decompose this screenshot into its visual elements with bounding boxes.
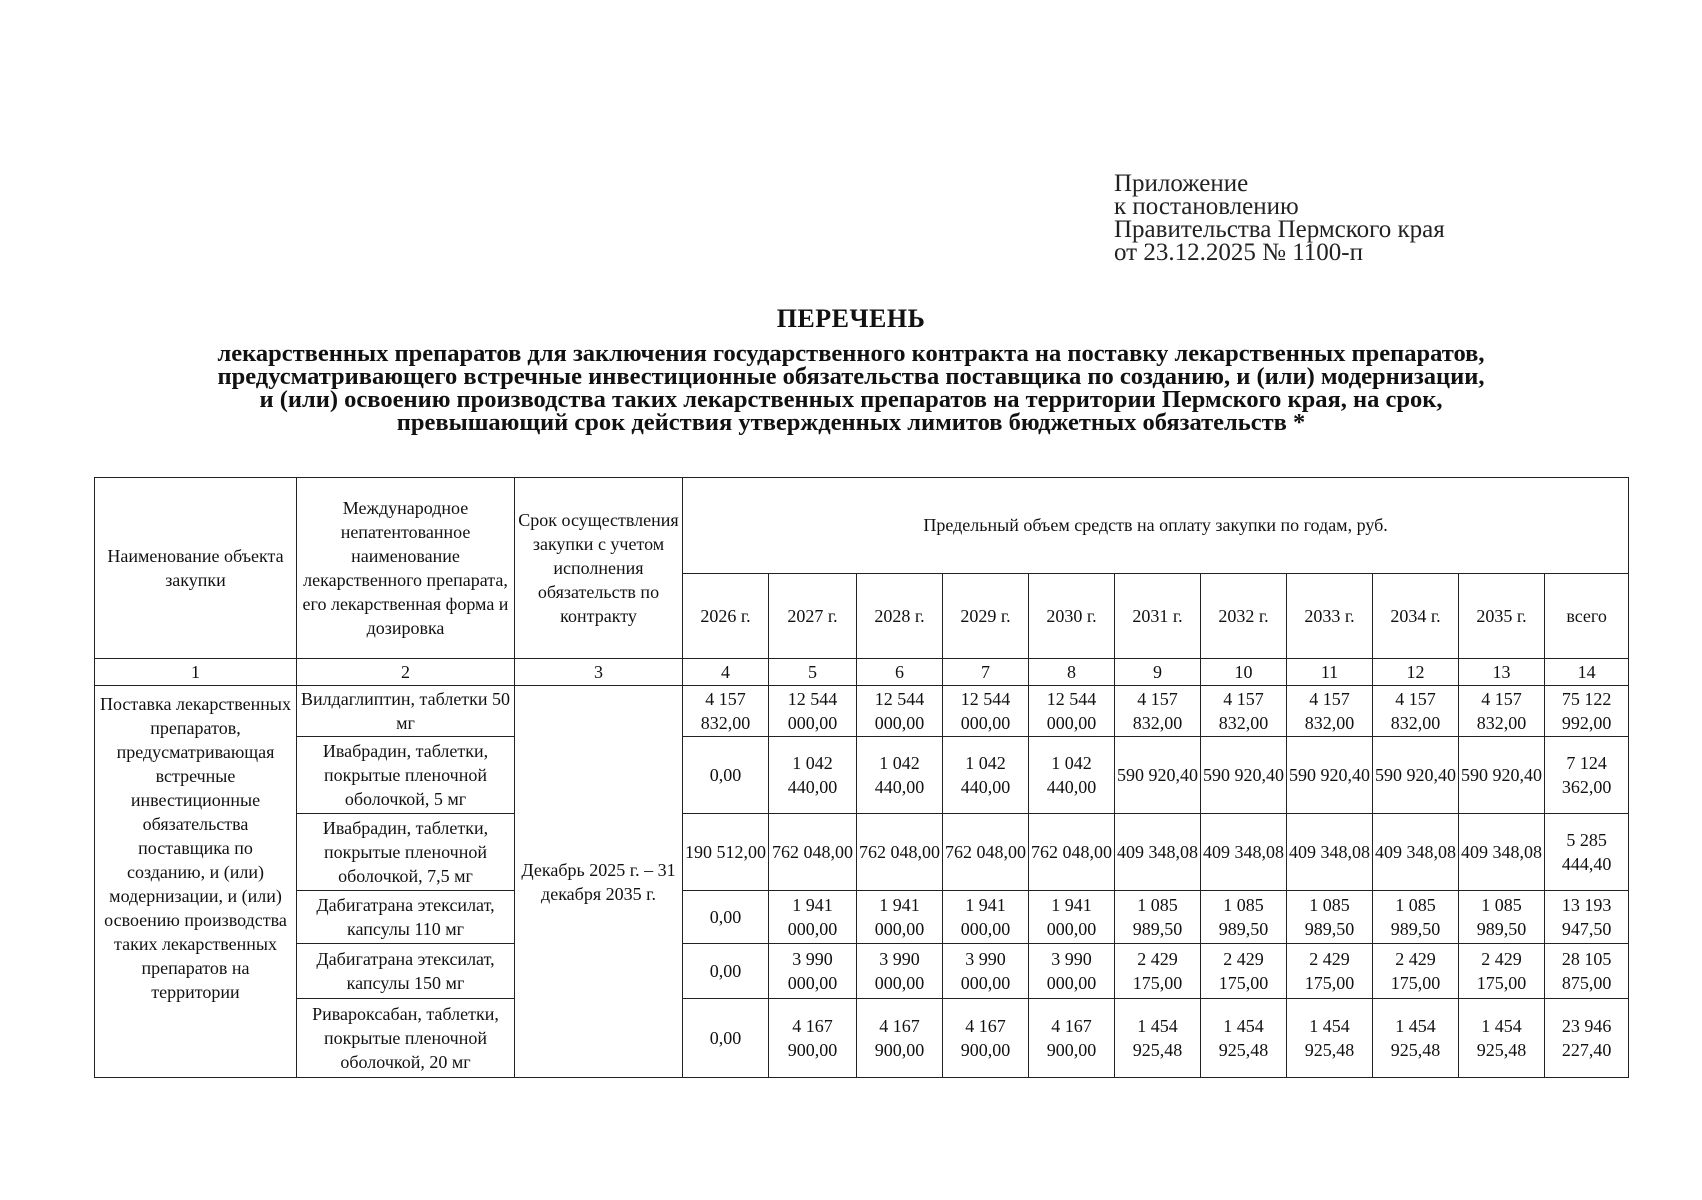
subtitle-line: лекарственных препаратов для заключения государственного контракта на поставку лекарственных препаратов, — [217, 340, 1485, 367]
column-number: 7 — [943, 659, 1029, 686]
document-title: ПЕРЕЧЕНЬ — [776, 304, 926, 333]
approval-line: от 23.12.2025 № 1100-п — [1114, 239, 1363, 266]
header-budget-group: Предельный объем средств на оплату закупки по годам, руб. — [683, 478, 1629, 574]
header-year: 2031 г. — [1115, 573, 1201, 658]
header-year: 2026 г. — [683, 573, 769, 658]
drug-name-cell: Ривароксабан, таблетки, покрытые пленочной оболочкой, 20 мг — [297, 999, 515, 1078]
approval-line: Правительства Пермского края — [1114, 216, 1445, 243]
period-cell: Декабрь 2025 г. – 31 декабря 2035 г. — [515, 686, 683, 1078]
drug-name-cell: Дабигатрана этексилат, капсулы 110 мг — [297, 891, 515, 944]
amount-cell: 1 085 989,50 — [1373, 891, 1459, 944]
column-number: 10 — [1201, 659, 1287, 686]
amount-cell: 28 105 875,00 — [1545, 944, 1629, 999]
drug-name-cell: Вилдаглиптин, таблетки 50 мг — [297, 686, 515, 737]
header-row — [95, 478, 1629, 574]
amount-cell: 4 157 832,00 — [1201, 686, 1287, 737]
table-row — [95, 999, 1629, 1078]
amount-cell: 1 454 925,48 — [1115, 999, 1201, 1078]
amount-cell: 0,00 — [683, 737, 769, 814]
table-row — [95, 737, 1629, 814]
amount-cell: 409 348,08 — [1115, 814, 1201, 891]
column-number: 8 — [1029, 659, 1115, 686]
amount-cell: 3 990 000,00 — [1029, 944, 1115, 999]
procurement-table — [94, 477, 1629, 1078]
amount-cell: 23 946 227,40 — [1545, 999, 1629, 1078]
amount-cell: 1 941 000,00 — [769, 891, 857, 944]
amount-cell: 3 990 000,00 — [857, 944, 943, 999]
amount-cell: 1 941 000,00 — [1029, 891, 1115, 944]
amount-cell: 4 167 900,00 — [857, 999, 943, 1078]
column-number: 6 — [857, 659, 943, 686]
amount-cell: 590 920,40 — [1373, 737, 1459, 814]
amount-cell: 4 157 832,00 — [1287, 686, 1373, 737]
amount-cell: 2 429 175,00 — [1459, 944, 1545, 999]
header-year: 2032 г. — [1201, 573, 1287, 658]
amount-cell: 590 920,40 — [1287, 737, 1373, 814]
amount-cell: 762 048,00 — [857, 814, 943, 891]
header-object-name: Наименование объекта закупки — [95, 478, 297, 659]
approval-block — [1114, 172, 1445, 264]
subtitle-line: предусматривающего встречные инвестиционные обязательства поставщика по созданию, и (или) модернизации, — [217, 363, 1485, 390]
amount-cell: 0,00 — [683, 999, 769, 1078]
column-number: 9 — [1115, 659, 1201, 686]
document-subtitle — [60, 342, 1642, 434]
column-number: 11 — [1287, 659, 1373, 686]
amount-cell: 409 348,08 — [1459, 814, 1545, 891]
subtitle-line: и (или) освоению производства таких лекарственных препаратов на территории Пермского края, на срок, — [259, 386, 1443, 413]
amount-cell: 3 990 000,00 — [769, 944, 857, 999]
header-year: 2030 г. — [1029, 573, 1115, 658]
amount-cell: 1 454 925,48 — [1459, 999, 1545, 1078]
amount-cell: 2 429 175,00 — [1373, 944, 1459, 999]
amount-cell: 409 348,08 — [1373, 814, 1459, 891]
amount-cell: 1 941 000,00 — [857, 891, 943, 944]
amount-cell: 590 920,40 — [1459, 737, 1545, 814]
amount-cell: 1 941 000,00 — [943, 891, 1029, 944]
table-row — [95, 814, 1629, 891]
column-number: 13 — [1459, 659, 1545, 686]
amount-cell: 12 544 000,00 — [943, 686, 1029, 737]
drug-name-cell: Ивабрадин, таблетки, покрытые пленочной оболочкой, 7,5 мг — [297, 814, 515, 891]
amount-cell: 1 042 440,00 — [857, 737, 943, 814]
column-number: 2 — [297, 659, 515, 686]
amount-cell: 190 512,00 — [683, 814, 769, 891]
amount-cell: 4 157 832,00 — [1373, 686, 1459, 737]
amount-cell: 762 048,00 — [943, 814, 1029, 891]
column-number: 14 — [1545, 659, 1629, 686]
amount-cell: 7 124 362,00 — [1545, 737, 1629, 814]
column-number: 4 — [683, 659, 769, 686]
header-year: 2028 г. — [857, 573, 943, 658]
amount-cell: 1 042 440,00 — [1029, 737, 1115, 814]
amount-cell: 3 990 000,00 — [943, 944, 1029, 999]
approval-line: Приложение — [1114, 170, 1249, 197]
subtitle-line: превышающий срок действия утвержденных лимитов бюджетных обязательств * — [396, 409, 1306, 436]
header-year: 2035 г. — [1459, 573, 1545, 658]
amount-cell: 4 157 832,00 — [1115, 686, 1201, 737]
header-year: всего — [1545, 573, 1629, 658]
amount-cell: 1 085 989,50 — [1115, 891, 1201, 944]
amount-cell: 1 454 925,48 — [1201, 999, 1287, 1078]
column-number: 1 — [95, 659, 297, 686]
amount-cell: 1 454 925,48 — [1373, 999, 1459, 1078]
amount-cell: 2 429 175,00 — [1201, 944, 1287, 999]
column-number: 5 — [769, 659, 857, 686]
header-year: 2029 г. — [943, 573, 1029, 658]
header-period: Срок осуществления закупки с учетом исполнения обязательств по контракту — [515, 478, 683, 659]
amount-cell: 2 429 175,00 — [1287, 944, 1373, 999]
header-drug-name: Международное непатентованное наименование лекарственного препарата, его лекарственная форма и дозировка — [297, 478, 515, 659]
header-year: 2034 г. — [1373, 573, 1459, 658]
amount-cell: 762 048,00 — [1029, 814, 1115, 891]
amount-cell: 12 544 000,00 — [1029, 686, 1115, 737]
amount-cell: 0,00 — [683, 944, 769, 999]
table-row — [95, 686, 1629, 737]
amount-cell: 0,00 — [683, 891, 769, 944]
amount-cell: 1 042 440,00 — [769, 737, 857, 814]
header-year: 2027 г. — [769, 573, 857, 658]
column-numbers-row — [95, 659, 1629, 686]
amount-cell: 4 157 832,00 — [683, 686, 769, 737]
amount-cell: 1 085 989,50 — [1459, 891, 1545, 944]
amount-cell: 12 544 000,00 — [769, 686, 857, 737]
amount-cell: 13 193 947,50 — [1545, 891, 1629, 944]
approval-line: к постановлению — [1114, 193, 1299, 220]
amount-cell: 75 122 992,00 — [1545, 686, 1629, 737]
table-row — [95, 944, 1629, 999]
drug-name-cell: Дабигатрана этексилат, капсулы 150 мг — [297, 944, 515, 999]
amount-cell: 409 348,08 — [1287, 814, 1373, 891]
amount-cell: 590 920,40 — [1201, 737, 1287, 814]
header-year: 2033 г. — [1287, 573, 1373, 658]
drug-name-cell: Ивабрадин, таблетки, покрытые пленочной оболочкой, 5 мг — [297, 737, 515, 814]
amount-cell: 1 042 440,00 — [943, 737, 1029, 814]
table-row — [95, 891, 1629, 944]
amount-cell: 762 048,00 — [769, 814, 857, 891]
amount-cell: 12 544 000,00 — [857, 686, 943, 737]
column-number: 3 — [515, 659, 683, 686]
object-name-cell: Поставка лекарственных препаратов, предусматривающая встречные инвестиционные обязательства поставщика по созданию, и (или) модернизации, и (или) освоению производства таких лекарственных препаратов на территории — [95, 686, 297, 1078]
amount-cell: 4 167 900,00 — [769, 999, 857, 1078]
amount-cell: 2 429 175,00 — [1115, 944, 1201, 999]
amount-cell: 5 285 444,40 — [1545, 814, 1629, 891]
amount-cell: 4 157 832,00 — [1459, 686, 1545, 737]
amount-cell: 1 085 989,50 — [1201, 891, 1287, 944]
amount-cell: 1 454 925,48 — [1287, 999, 1373, 1078]
amount-cell: 409 348,08 — [1201, 814, 1287, 891]
amount-cell: 1 085 989,50 — [1287, 891, 1373, 944]
amount-cell: 4 167 900,00 — [943, 999, 1029, 1078]
column-number: 12 — [1373, 659, 1459, 686]
amount-cell: 590 920,40 — [1115, 737, 1201, 814]
amount-cell: 4 167 900,00 — [1029, 999, 1115, 1078]
